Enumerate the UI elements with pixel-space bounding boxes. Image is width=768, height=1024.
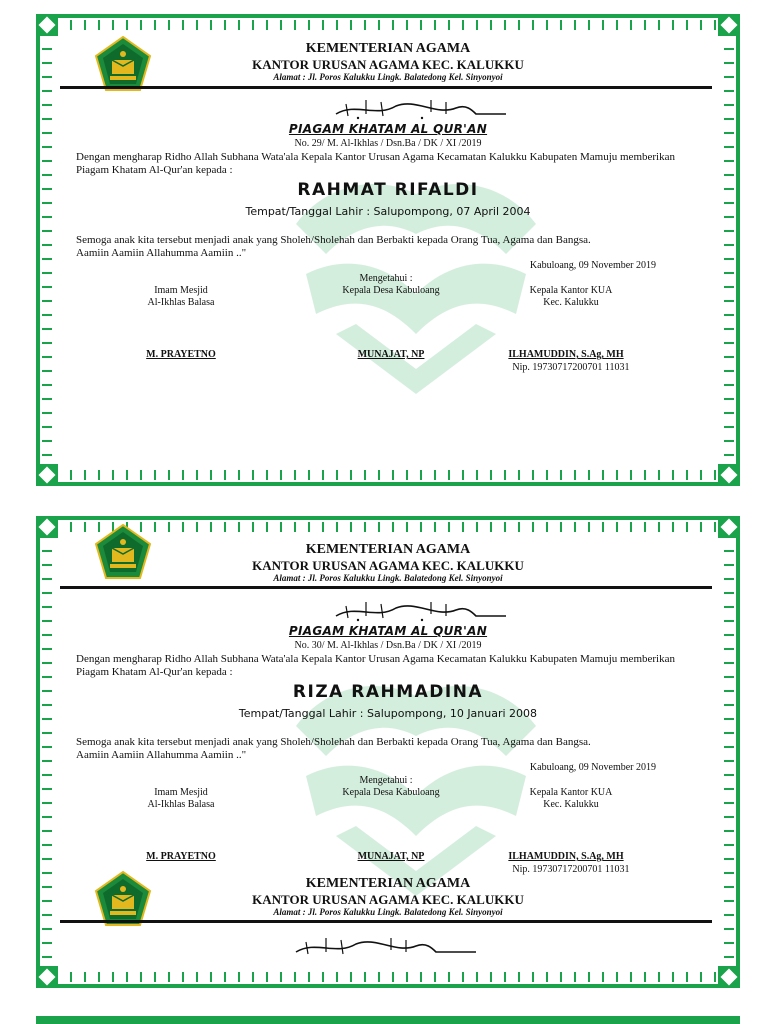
left-signatory-title: Imam Mesjid (154, 787, 208, 798)
header-rule (60, 86, 712, 89)
overlay-office-address: Alamat : Jl. Poros Kalukku Lingk. Balatedong Kel. Sinyonyoi (273, 907, 503, 917)
left-signatory-name: M. PRAYETNO (146, 851, 216, 862)
mid-signatory-title: Kepala Desa Kabuloang (342, 285, 440, 296)
right-signatory-title: Kepala Kantor KUA (529, 285, 613, 296)
right-signatory-subtitle: Kec. Kalukku (543, 297, 599, 308)
bismillah-calligraphy-icon (36, 598, 740, 624)
wish-line-2: Aamiin Aamiin Allahumma Aamiin .." (76, 749, 247, 761)
corner-ornament (718, 464, 740, 486)
right-signatory-subtitle: Kec. Kalukku (543, 799, 599, 810)
header-rule (60, 586, 712, 589)
corner-ornament (36, 966, 58, 988)
corner-ornament (36, 14, 58, 36)
certificate-title: PIAGAM KHATAM AL QUR'AN (288, 122, 488, 136)
right-signatory-nip: Nip. 19730717200701 11031 (512, 864, 630, 875)
birth-place-date: Tempat/Tanggal Lahir : Salupompong, 10 Januari 2008 (238, 707, 538, 720)
left-signatory-subtitle: Al-Ikhlas Balasa (147, 297, 215, 308)
corner-ornament (36, 464, 58, 486)
wish-line-1: Semoga anak kita tersebut menjadi anak yang Sholeh/Sholehah dan Berbakti kepada Orang Tua, Agama dan Bangsa. (76, 736, 591, 748)
border-ornament-bottom (56, 470, 720, 480)
overlay-bismillah-calligraphy-icon (36, 934, 740, 960)
certificate-title: PIAGAM KHATAM AL QUR'AN (288, 624, 488, 638)
right-signatory-name: ILHAMUDDIN, S.Ag, MH (508, 349, 624, 360)
intro-line-2: Piagam Khatam Al-Qur'an kepada : (76, 164, 233, 176)
left-signatory-name: M. PRAYETNO (146, 349, 216, 360)
ministry-title: KEMENTERIAN AGAMA (305, 542, 471, 557)
border-ornament-top (56, 522, 720, 532)
recipient-name: RAHMAT RIFALDI (297, 180, 479, 200)
ministry-title: KEMENTERIAN AGAMA (305, 41, 471, 56)
mengetahui-label: Mengetahui : (359, 273, 413, 284)
certificate-number: No. 29/ M. Al-Ikhlas / Dsn.Ba / DK / XI /2019 (294, 138, 482, 149)
intro-line-1: Dengan mengharap Ridho Allah Subhana Wata'ala Kepala Kantor Urusan Agama Kecamatan Kalukku Kabupaten Mamuju memberikan (76, 653, 675, 665)
intro-line-1: Dengan mengharap Ridho Allah Subhana Wata'ala Kepala Kantor Urusan Agama Kecamatan Kalukku Kabupaten Mamuju memberikan (76, 151, 675, 163)
overlay-ministry-title: KEMENTERIAN AGAMA (305, 876, 471, 891)
border-ornament-top (56, 20, 720, 30)
certificate-1 (36, 14, 740, 486)
corner-ornament (718, 516, 740, 538)
certificate-2 (36, 516, 740, 988)
border-ornament-bottom (56, 972, 720, 982)
overlay-header-rule (60, 920, 712, 923)
birth-place-date: Tempat/Tanggal Lahir : Salupompong, 07 April 2004 (245, 205, 531, 218)
issue-date: Kabuloang, 09 November 2019 (529, 762, 656, 773)
corner-ornament (718, 966, 740, 988)
intro-line-2: Piagam Khatam Al-Qur'an kepada : (76, 666, 233, 678)
mid-signatory-name: MUNAJAT, NP (357, 851, 425, 862)
mengetahui-label: Mengetahui : (359, 775, 413, 786)
overlay-office-title: KANTOR URUSAN AGAMA KEC. KALUKKU (252, 892, 524, 907)
wish-line-1: Semoga anak kita tersebut menjadi anak yang Sholeh/Sholehah dan Berbakti kepada Orang Tua, Agama dan Bangsa. (76, 234, 591, 246)
left-signatory-title: Imam Mesjid (154, 285, 208, 296)
corner-ornament (718, 14, 740, 36)
corner-ornament (36, 516, 58, 538)
office-title: KANTOR URUSAN AGAMA KEC. KALUKKU (252, 558, 524, 573)
right-signatory-nip: Nip. 19730717200701 11031 (512, 362, 630, 373)
mid-signatory-name: MUNAJAT, NP (357, 349, 425, 360)
office-address: Alamat : Jl. Poros Kalukku Lingk. Balatedong Kel. Sinyonyoi (273, 573, 503, 583)
recipient-name: RIZA RAHMADINA (292, 682, 484, 702)
bismillah-calligraphy-icon (36, 96, 740, 122)
certificate-3-partial (36, 1016, 740, 1024)
issue-date: Kabuloang, 09 November 2019 (529, 260, 656, 271)
right-signatory-name: ILHAMUDDIN, S.Ag, MH (508, 851, 624, 862)
certificate-border (36, 1016, 740, 1024)
office-title: KANTOR URUSAN AGAMA KEC. KALUKKU (252, 57, 524, 72)
right-signatory-title: Kepala Kantor KUA (529, 787, 613, 798)
left-signatory-subtitle: Al-Ikhlas Balasa (147, 799, 215, 810)
office-address: Alamat : Jl. Poros Kalukku Lingk. Balatedong Kel. Sinyonyoi (273, 72, 503, 82)
mid-signatory-title: Kepala Desa Kabuloang (342, 787, 440, 798)
certificate-number: No. 30/ M. Al-Ikhlas / Dsn.Ba / DK / XI /2019 (294, 640, 482, 651)
wish-line-2: Aamiin Aamiin Allahumma Aamiin .." (76, 247, 247, 259)
